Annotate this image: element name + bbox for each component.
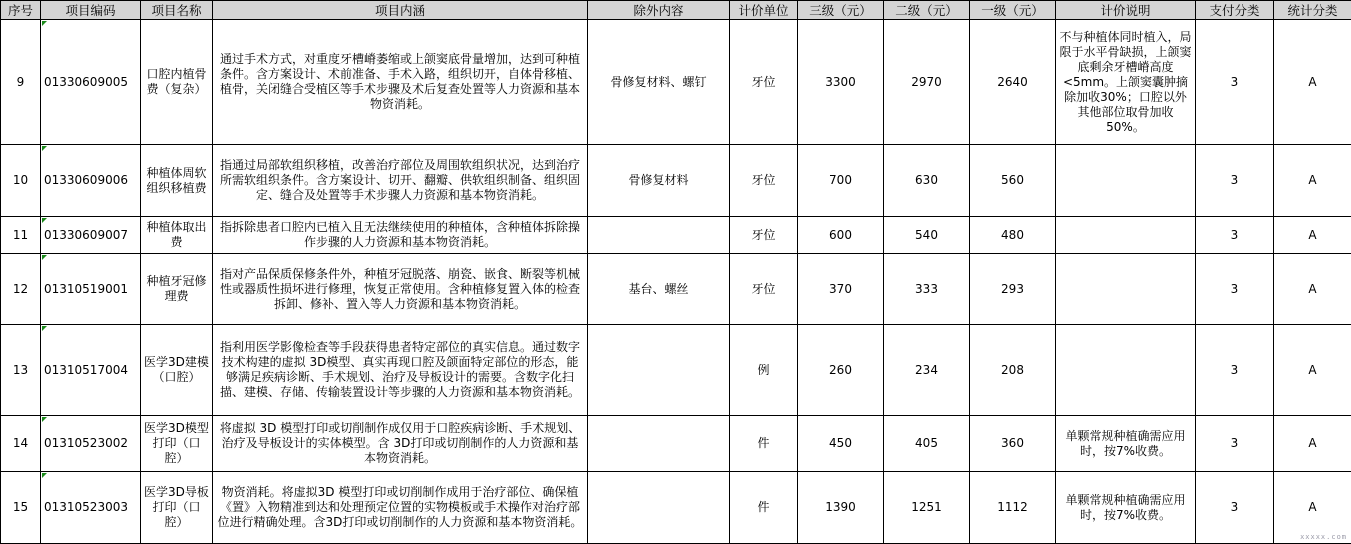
cell-pay-class: 3: [1196, 145, 1274, 217]
header-row: [1, 1, 1351, 20]
cell-name: 种植体周软组织移植费: [141, 145, 213, 217]
cell-exclude: [588, 416, 730, 472]
cell-content: 通过手术方式，对重度牙槽嵴萎缩或上颌窦底骨量增加，达到可种植条件。含方案设计、术前准备、手术入路，组织切开，自体骨移植、植骨，关闭缝合受植区等手术步骤及术后复查处置等人力资源和基本物资消耗。: [213, 20, 588, 145]
cell-pay-class: 3: [1196, 325, 1274, 416]
cell-unit: 牙位: [730, 254, 798, 325]
cell-note: [1056, 325, 1196, 416]
header-price-level2: 二级（元）: [884, 1, 970, 20]
cell-exclude: 骨修复材料: [588, 145, 730, 217]
cell-exclude: 骨修复材料、螺钉: [588, 20, 730, 145]
header-code: 项目编码: [41, 1, 141, 20]
cell-stat-class: A: [1274, 416, 1351, 472]
cell-name: 医学3D模型打印（口腔）: [141, 416, 213, 472]
cell-code: 01310523002: [41, 416, 141, 472]
cell-unit: 例: [730, 325, 798, 416]
cell-note: [1056, 217, 1196, 254]
cell-content: 指拆除患者口腔内已植入且无法继续使用的种植体，含种植体拆除操作步骤的人力资源和基本物资消耗。: [213, 217, 588, 254]
cell-price-level3: 3300: [798, 20, 884, 145]
cell-price-level1: 208: [970, 325, 1056, 416]
header-name: 项目名称: [141, 1, 213, 20]
cell-price-level2: 405: [884, 416, 970, 472]
cell-content: 指对产品保质保修条件外，种植牙冠脱落、崩瓷、嵌食、断裂等机械性或器质性损坏进行修理，恢复正常使用。含种植修复置入体的检查拆卸、修补、置入等人力资源和基本物资消耗。: [213, 254, 588, 325]
cell-price-level2: 234: [884, 325, 970, 416]
cell-seq: 12: [1, 254, 41, 325]
cell-exclude: [588, 472, 730, 544]
cell-price-level3: 700: [798, 145, 884, 217]
header-pay-class: 支付分类: [1196, 1, 1274, 20]
cell-seq: 10: [1, 145, 41, 217]
table-row: [1, 472, 1351, 544]
cell-content: 指通过局部软组织移植，改善治疗部位及周围软组织状况，达到治疗所需软组织条件。含方案设计、切开、翻瓣、供软组织制备、组织固定、缝合及处置等手术步骤人力资源和基本物资消耗。: [213, 145, 588, 217]
cell-code: 01310519001: [41, 254, 141, 325]
cell-pay-class: 3: [1196, 472, 1274, 544]
cell-pay-class: 3: [1196, 20, 1274, 145]
cell-code: 01310517004: [41, 325, 141, 416]
cell-note: 单颗常规种植确需应用时，按7%收费。: [1056, 416, 1196, 472]
cell-content: 将虚拟 3D 模型打印或切削制作成仅用于口腔疾病诊断、手术规划、治疗及导板设计的实体模型。含 3D打印或切削制作的人力资源和基本物资消耗。: [213, 416, 588, 472]
cell-price-level1: 360: [970, 416, 1056, 472]
cell-seq: 11: [1, 217, 41, 254]
cell-seq: 13: [1, 325, 41, 416]
header-note: 计价说明: [1056, 1, 1196, 20]
cell-price-level3: 370: [798, 254, 884, 325]
cell-name: 医学3D导板打印（口腔）: [141, 472, 213, 544]
cell-unit: 牙位: [730, 145, 798, 217]
cell-note: [1056, 254, 1196, 325]
cell-pay-class: 3: [1196, 254, 1274, 325]
header-stat-class: 统计分类: [1274, 1, 1351, 20]
cell-price-level1: 560: [970, 145, 1056, 217]
cell-seq: 15: [1, 472, 41, 544]
cell-name: 种植体取出费: [141, 217, 213, 254]
cell-stat-class: A: [1274, 145, 1351, 217]
cell-price-level3: 600: [798, 217, 884, 254]
cell-exclude: 基台、螺丝: [588, 254, 730, 325]
cell-seq: 14: [1, 416, 41, 472]
cell-content: 指利用医学影像检查等手段获得患者特定部位的真实信息。通过数字技术构建的虚拟 3D模型、真实再现口腔及颌面特定部位的形态，能够满足疾病诊断、手术规划、治疗及导板设计的需要。含数字化扫描、建模、存储、传输装置设计等步骤的人力资源和基本物资消耗。: [213, 325, 588, 416]
cell-unit: 牙位: [730, 20, 798, 145]
cell-name: 医学3D建模（口腔）: [141, 325, 213, 416]
cell-price-level1: 480: [970, 217, 1056, 254]
table-row: [1, 254, 1351, 325]
cell-price-level3: 1390: [798, 472, 884, 544]
cell-unit: 件: [730, 416, 798, 472]
cell-content: 物资消耗。将虚拟3D 模型打印或切削制作成用于治疗部位、确保植《置》入物精准到达和处理预定位置的实物模板或手术操作对治疗部位进行精确处理。含3D打印或切削制作的人力资源和基本物资消耗。: [213, 472, 588, 544]
cell-stat-class: A: [1274, 20, 1351, 145]
table-row: [1, 145, 1351, 217]
header-content: 项目内涵: [213, 1, 588, 20]
header-price-level3: 三级（元）: [798, 1, 884, 20]
cell-price-level3: 450: [798, 416, 884, 472]
table-row: [1, 217, 1351, 254]
cell-price-level2: 1251: [884, 472, 970, 544]
header-unit: 计价单位: [730, 1, 798, 20]
header-price-level1: 一级（元）: [970, 1, 1056, 20]
cell-name: 种植牙冠修理费: [141, 254, 213, 325]
cell-exclude: [588, 325, 730, 416]
cell-code: 01310523003: [41, 472, 141, 544]
table-row: [1, 20, 1351, 145]
cell-note: 不与种植体同时植入，局限于水平骨缺损，上颌窦底剩余牙槽嵴高度<5mm。上颌窦囊肿摘除加收30%；口腔以外其他部位取骨加收50%。: [1056, 20, 1196, 145]
cell-note: [1056, 145, 1196, 217]
table-row: [1, 325, 1351, 416]
cell-note: 单颗常规种植确需应用时，按7%收费。: [1056, 472, 1196, 544]
cell-stat-class: A: [1274, 217, 1351, 254]
watermark: xxxxx.com: [1300, 533, 1347, 541]
cell-pay-class: 3: [1196, 217, 1274, 254]
table-row: [1, 416, 1351, 472]
cell-name: 口腔内植骨费（复杂）: [141, 20, 213, 145]
cell-price-level2: 333: [884, 254, 970, 325]
cell-price-level2: 630: [884, 145, 970, 217]
cell-price-level3: 260: [798, 325, 884, 416]
cell-stat-class: A: [1274, 325, 1351, 416]
cell-stat-class: A: [1274, 254, 1351, 325]
cell-unit: 牙位: [730, 217, 798, 254]
cell-code: 01330609006: [41, 145, 141, 217]
cell-code: 01330609005: [41, 20, 141, 145]
header-exclude: 除外内容: [588, 1, 730, 20]
cell-seq: 9: [1, 20, 41, 145]
cell-price-level1: 293: [970, 254, 1056, 325]
cell-price-level2: 2970: [884, 20, 970, 145]
header-seq: 序号: [1, 1, 41, 20]
cell-pay-class: 3: [1196, 416, 1274, 472]
cell-exclude: [588, 217, 730, 254]
cell-unit: 件: [730, 472, 798, 544]
cell-stat-class: A: [1274, 472, 1351, 544]
cell-code: 01330609007: [41, 217, 141, 254]
cell-price-level1: 1112: [970, 472, 1056, 544]
cell-price-level2: 540: [884, 217, 970, 254]
cell-price-level1: 2640: [970, 20, 1056, 145]
